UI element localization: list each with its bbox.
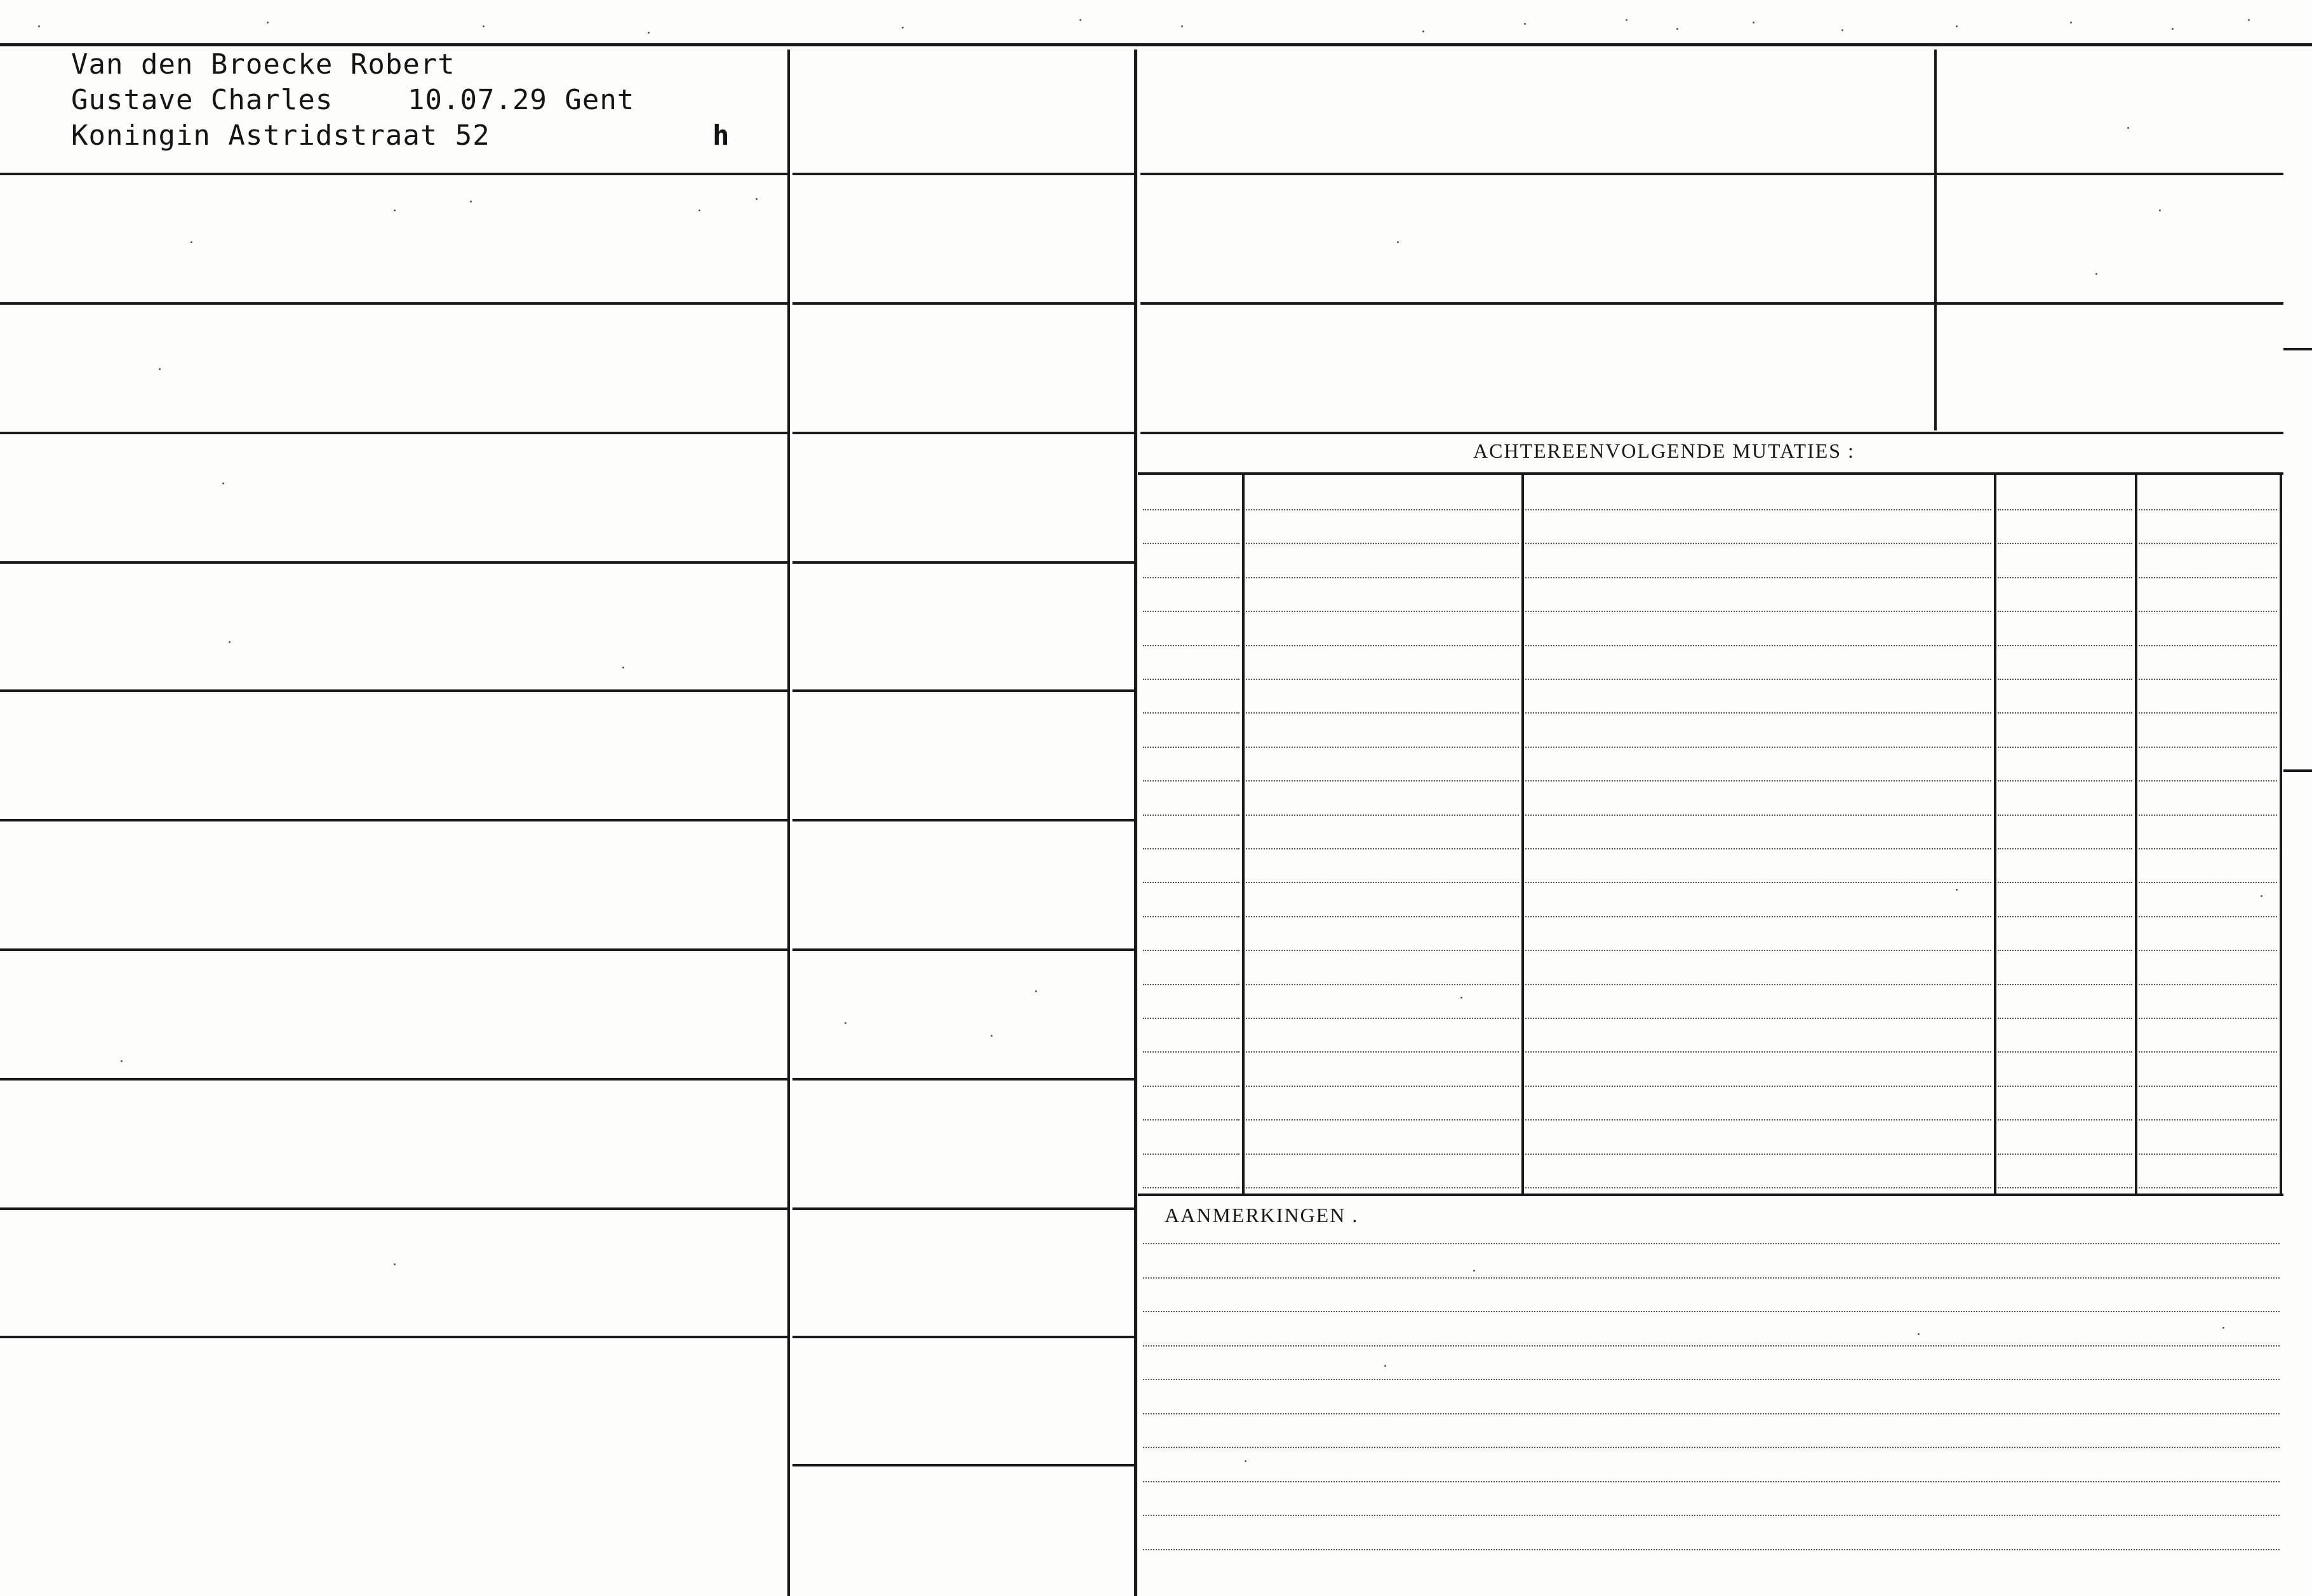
- print-speck: [902, 27, 904, 29]
- record-birth: 10.07.29 Gent: [408, 84, 635, 116]
- print-speck: [394, 1263, 396, 1265]
- mutations-ruling-line: [1246, 645, 1519, 646]
- mutations-ruling-line: [1525, 577, 1991, 578]
- mutations-ruling-line: [1525, 679, 1991, 680]
- mutations-ruling-line: [1143, 848, 1240, 849]
- middle-row-rule: [792, 948, 1134, 951]
- print-speck: [1676, 28, 1678, 30]
- mutations-ruling-line: [2139, 815, 2277, 816]
- mutations-ruling-line: [1246, 984, 1519, 985]
- mutations-ruling-line: [2139, 645, 2277, 646]
- left-row-rule: [0, 302, 787, 305]
- remarks-ruling-line: [1143, 1243, 2280, 1244]
- print-speck: [470, 201, 472, 203]
- mutations-ruling-line: [1998, 1086, 2132, 1087]
- mutations-right-border: [2280, 475, 2282, 1195]
- mutations-ruling-line: [2139, 1018, 2277, 1019]
- mutations-ruling-line: [1998, 1018, 2132, 1019]
- mutations-ruling-line: [1998, 1119, 2132, 1121]
- print-speck: [2172, 28, 2174, 30]
- mutations-ruling-line: [1998, 747, 2132, 748]
- mutations-ruling-line: [1246, 1187, 1519, 1188]
- mutations-ruling-line: [1998, 815, 2132, 816]
- record-given-names: Gustave Charles: [71, 84, 333, 116]
- remarks-heading: AANMERKINGEN .: [1165, 1204, 1359, 1227]
- print-speck: [1181, 25, 1183, 27]
- mutations-ruling-line: [1246, 815, 1519, 816]
- mutations-ruling-line: [1246, 1119, 1519, 1121]
- remarks-ruling-line: [1143, 1379, 2280, 1380]
- mutations-ruling-line: [1143, 1187, 1240, 1188]
- print-speck: [1460, 997, 1462, 999]
- right-row-rule: [1140, 432, 2283, 434]
- mutations-ruling-line: [1525, 712, 1991, 714]
- remarks-ruling-line: [1143, 1345, 2280, 1347]
- middle-row-rule: [792, 561, 1134, 564]
- mutations-ruling-line: [1998, 577, 2132, 578]
- mutations-ruling-line: [2139, 1187, 2277, 1188]
- mutations-ruling-line: [1525, 1187, 1991, 1188]
- print-speck: [1524, 23, 1526, 25]
- mutations-ruling-line: [1998, 848, 2132, 849]
- remarks-ruling-line: [1143, 1311, 2280, 1312]
- mutations-ruling-line: [1525, 611, 1991, 612]
- mutations-ruling-line: [1143, 984, 1240, 985]
- middle-row-rule: [792, 173, 1134, 175]
- mutations-ruling-line: [1998, 543, 2132, 544]
- mutations-ruling-line: [1246, 747, 1519, 748]
- column-divider: [787, 50, 790, 1596]
- mutations-col-divider: [2135, 475, 2137, 1195]
- print-speck: [1841, 29, 1843, 31]
- print-speck: [2222, 1327, 2224, 1329]
- mutations-ruling-line: [2139, 712, 2277, 714]
- right-box-divider: [1934, 50, 1937, 430]
- print-speck: [267, 22, 269, 23]
- right-row-rule: [1140, 302, 2283, 305]
- mutations-ruling-line: [1525, 950, 1991, 951]
- print-speck: [2095, 273, 2097, 275]
- mutations-ruling-line: [1998, 1154, 2132, 1155]
- mutations-ruling-line: [1525, 747, 1991, 748]
- mutations-ruling-line: [1246, 611, 1519, 612]
- mutations-ruling-line: [1525, 1086, 1991, 1087]
- left-row-rule: [0, 173, 787, 175]
- left-row-rule: [0, 561, 787, 564]
- mutations-ruling-line: [1525, 1154, 1991, 1155]
- print-speck: [1753, 22, 1754, 23]
- mutations-ruling-line: [2139, 1154, 2277, 1155]
- mutations-ruling-line: [1525, 984, 1991, 985]
- mutations-ruling-line: [1246, 1018, 1519, 1019]
- mutations-ruling-line: [1525, 1119, 1991, 1121]
- print-speck: [2127, 127, 2129, 129]
- print-speck: [648, 32, 650, 34]
- mutations-ruling-line: [2139, 543, 2277, 544]
- mutations-ruling-line: [1525, 815, 1991, 816]
- mutations-ruling-line: [1998, 916, 2132, 917]
- mutations-ruling-line: [1998, 679, 2132, 680]
- print-speck: [1035, 990, 1037, 992]
- mutations-ruling-line: [1998, 984, 2132, 985]
- mutations-ruling-line: [1246, 577, 1519, 578]
- mutations-col-divider: [1242, 475, 1245, 1195]
- print-speck: [1384, 1365, 1386, 1367]
- mutations-ruling-line: [1246, 712, 1519, 714]
- mutations-ruling-line: [1246, 916, 1519, 917]
- print-speck: [845, 1022, 846, 1024]
- print-speck: [394, 209, 396, 211]
- print-speck: [1397, 241, 1399, 243]
- print-speck: [190, 241, 192, 243]
- mutations-ruling-line: [1143, 1154, 1240, 1155]
- mutations-ruling-line: [2139, 611, 2277, 612]
- mutations-ruling-line: [1143, 1051, 1240, 1053]
- mutations-ruling-line: [2139, 1119, 2277, 1121]
- print-speck: [38, 25, 40, 27]
- mutations-ruling-line: [1525, 509, 1991, 510]
- middle-row-rule: [792, 302, 1134, 305]
- mutations-ruling-line: [1246, 543, 1519, 544]
- remarks-ruling-line: [1143, 1413, 2280, 1414]
- mutations-ruling-line: [1998, 1051, 2132, 1053]
- remarks-ruling-line: [1143, 1481, 2280, 1482]
- print-speck: [991, 1035, 992, 1037]
- mutations-ruling-line: [1246, 882, 1519, 883]
- mutations-ruling-line: [1998, 780, 2132, 781]
- mutations-ruling-line: [1246, 1086, 1519, 1087]
- remarks-ruling-line: [1143, 1549, 2280, 1550]
- mutations-ruling-line: [1143, 747, 1240, 748]
- mutations-ruling-line: [1998, 882, 2132, 883]
- print-speck: [698, 209, 700, 211]
- mutations-ruling-line: [2139, 882, 2277, 883]
- mutations-ruling-line: [1246, 509, 1519, 510]
- column-divider: [1134, 50, 1137, 1596]
- print-speck: [229, 641, 231, 643]
- mutations-ruling-line: [2139, 509, 2277, 510]
- mutations-ruling-line: [1525, 882, 1991, 883]
- mutations-ruling-line: [2139, 984, 2277, 985]
- mutations-ruling-line: [1998, 611, 2132, 612]
- record-address: Koningin Astridstraat 52: [71, 119, 490, 152]
- left-row-rule: [0, 948, 787, 951]
- mutations-ruling-line: [2139, 848, 2277, 849]
- mutations-ruling-line: [1143, 916, 1240, 917]
- right-row-rule: [1140, 173, 2283, 175]
- mutations-ruling-line: [1143, 815, 1240, 816]
- mutations-top-rule: [1138, 472, 2283, 475]
- mutations-ruling-line: [1143, 882, 1240, 883]
- mutations-ruling-line: [1246, 780, 1519, 781]
- mutations-ruling-line: [1143, 780, 1240, 781]
- mutations-ruling-line: [1525, 645, 1991, 646]
- left-row-rule: [0, 819, 787, 821]
- mutations-ruling-line: [1143, 950, 1240, 951]
- mutations-ruling-line: [1998, 1187, 2132, 1188]
- mutations-ruling-line: [2139, 577, 2277, 578]
- record-mark: h: [712, 119, 730, 152]
- middle-row-rule: [792, 1464, 1134, 1466]
- remarks-ruling-line: [1143, 1277, 2280, 1279]
- mutations-ruling-line: [1525, 780, 1991, 781]
- record-name: Van den Broecke Robert: [71, 48, 455, 81]
- print-speck: [483, 25, 484, 27]
- middle-row-rule: [792, 689, 1134, 692]
- middle-row-rule: [792, 1078, 1134, 1081]
- mutations-ruling-line: [1246, 950, 1519, 951]
- mutations-ruling-line: [1246, 679, 1519, 680]
- left-row-rule: [0, 1207, 787, 1210]
- print-speck: [1956, 25, 1958, 27]
- mutations-ruling-line: [2139, 747, 2277, 748]
- mutations-col-divider: [1994, 475, 1996, 1195]
- middle-row-rule: [792, 1336, 1134, 1338]
- mutations-ruling-line: [1143, 543, 1240, 544]
- edge-tick: [2283, 348, 2312, 350]
- mutations-ruling-line: [1525, 916, 1991, 917]
- print-speck: [2261, 895, 2262, 897]
- left-row-rule: [0, 689, 787, 692]
- mutations-ruling-line: [1143, 577, 1240, 578]
- mutations-ruling-line: [1143, 712, 1240, 714]
- print-speck: [159, 368, 161, 370]
- print-speck: [222, 482, 224, 484]
- middle-row-rule: [792, 819, 1134, 821]
- mutations-ruling-line: [2139, 916, 2277, 917]
- print-speck: [2159, 209, 2161, 211]
- print-speck: [1956, 889, 1958, 891]
- mutations-col-divider: [1521, 475, 1524, 1195]
- mutations-ruling-line: [2139, 780, 2277, 781]
- mutations-ruling-line: [1525, 543, 1991, 544]
- mutations-bottom-rule: [1138, 1194, 2283, 1196]
- print-speck: [1918, 1333, 1920, 1335]
- mutations-ruling-line: [1143, 1119, 1240, 1121]
- mutations-ruling-line: [2139, 1051, 2277, 1053]
- mutations-ruling-line: [1998, 712, 2132, 714]
- mutations-ruling-line: [1998, 509, 2132, 510]
- mutations-ruling-line: [1246, 848, 1519, 849]
- left-row-rule: [0, 1336, 787, 1338]
- print-speck: [1626, 19, 1627, 21]
- mutations-ruling-line: [1143, 611, 1240, 612]
- mutations-ruling-line: [1143, 679, 1240, 680]
- top-border: [0, 43, 2312, 46]
- print-speck: [1473, 1270, 1475, 1272]
- middle-row-rule: [792, 1207, 1134, 1210]
- remarks-ruling-line: [1143, 1447, 2280, 1448]
- edge-tick: [2283, 769, 2312, 772]
- print-speck: [756, 198, 758, 200]
- print-speck: [121, 1060, 123, 1062]
- mutations-heading: ACHTEREENVOLGENDE MUTATIES :: [1473, 439, 1855, 462]
- print-speck: [622, 667, 624, 668]
- mutations-ruling-line: [1525, 1018, 1991, 1019]
- mutations-ruling-line: [1998, 950, 2132, 951]
- left-row-rule: [0, 1078, 787, 1081]
- print-speck: [1245, 1460, 1246, 1462]
- mutations-ruling-line: [2139, 1086, 2277, 1087]
- mutations-ruling-line: [1525, 848, 1991, 849]
- mutations-ruling-line: [2139, 679, 2277, 680]
- mutations-ruling-line: [1525, 1051, 1991, 1053]
- left-row-rule: [0, 432, 787, 434]
- mutations-ruling-line: [1143, 645, 1240, 646]
- print-speck: [1079, 19, 1081, 21]
- mutations-ruling-line: [1246, 1051, 1519, 1053]
- middle-row-rule: [792, 432, 1134, 434]
- mutations-ruling-line: [2139, 950, 2277, 951]
- mutations-ruling-line: [1246, 1154, 1519, 1155]
- mutations-ruling-line: [1143, 1086, 1240, 1087]
- mutations-ruling-line: [1143, 509, 1240, 510]
- print-speck: [2248, 19, 2250, 21]
- mutations-ruling-line: [1143, 1018, 1240, 1019]
- print-speck: [1422, 30, 1424, 32]
- mutations-ruling-line: [1998, 645, 2132, 646]
- print-speck: [2070, 22, 2072, 23]
- remarks-ruling-line: [1143, 1515, 2280, 1516]
